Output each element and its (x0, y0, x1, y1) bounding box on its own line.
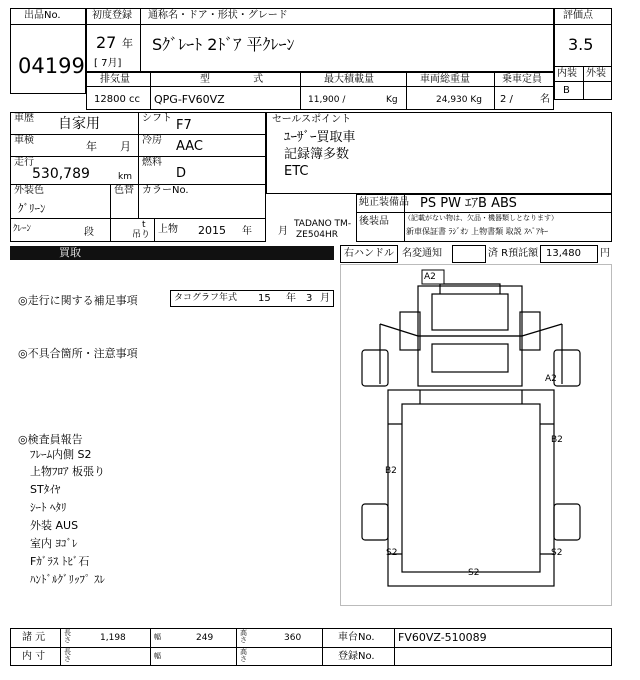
first-registration-year: 27 (96, 33, 117, 52)
height-label: 高さ (240, 629, 247, 644)
score-value: 3.5 (568, 35, 594, 54)
height-value: 360 (284, 633, 302, 643)
capacity-value: 2 / (500, 94, 513, 105)
sales-point-line-2: 記録簿多数 (284, 147, 350, 162)
equipment-month-unit: 月 (278, 226, 288, 237)
interior-grade-label: 内装 (557, 68, 577, 79)
inner-length-label: 長さ (64, 648, 71, 663)
inspector-line: 上物ﾌﾛｱ 板張り (30, 465, 105, 478)
ac-value: AAC (176, 139, 203, 154)
vehicle-name: Sｸﾞﾚｰﾄ 2ﾄﾞｱ 平ｸﾚｰﾝ (152, 35, 295, 54)
inspector-title: ◎検査員報告 (18, 433, 83, 446)
damage-mark: S2 (551, 548, 563, 558)
inspector-line: ﾊﾝﾄﾞﾙｸﾞﾘｯﾌﾟ ｽﾚ (30, 573, 105, 586)
sales-point-label: セールスポイント (272, 114, 352, 125)
lot-number-label: 出品No. (24, 10, 61, 21)
model-label: 型 式 (200, 74, 264, 85)
aftermarket-items: 新車保証書 ﾗｼﾞｵﾝ 上物書類 取説 ｽﾍﾟｱｷｰ (406, 227, 549, 236)
color-change-label: 色替 (114, 185, 134, 196)
mileage-label: 走行 (14, 157, 34, 168)
max-load-value: 11,900 / (308, 95, 346, 105)
vehicle-name-label: 通称名・ドア・形状・グレード (148, 10, 288, 21)
defect-title: ◎不具合箇所・注意事項 (18, 347, 138, 360)
equipment-year-unit: 年 (242, 226, 252, 237)
color-number-label: カラーNo. (142, 185, 189, 196)
shift-label: シフト (142, 113, 172, 124)
score-label: 評価点 (563, 10, 593, 21)
crane-stage: 段 (84, 227, 94, 238)
aftermarket-label: 後装品 (359, 216, 389, 227)
tachograph-year: 15 (258, 293, 271, 304)
inner-width-label: 幅 (154, 652, 161, 660)
kaitori-bar: 買取 (10, 246, 130, 260)
displacement-value: 12800 cc (94, 94, 140, 105)
damage-mark: B2 (385, 466, 397, 476)
recycle-amount: 13,480 (546, 248, 581, 259)
color-value: ｸﾞﾘｰﾝ (18, 202, 46, 215)
equipment-model: ZE504HR (296, 230, 339, 240)
model-value: QPG-FV60VZ (154, 93, 225, 106)
exterior-grade-label: 外装 (586, 68, 606, 79)
tachograph-month-unit: 月 (320, 293, 330, 304)
equipment-year: 2015 (198, 224, 226, 237)
year-unit: 年 (122, 37, 133, 50)
width-label: 幅 (154, 633, 161, 641)
damage-mark: A2 (424, 272, 436, 282)
crane-lift: 吊り (132, 230, 151, 240)
tachograph-month: 3 (306, 293, 313, 304)
displacement-label: 排気量 (100, 74, 130, 85)
inspector-line: ｼｰﾄ ﾍﾀﾘ (30, 501, 67, 514)
inner-dims-label: 内 寸 (22, 651, 46, 662)
first-registration-label: 初度登録 (92, 10, 132, 21)
inspection-month-unit: 月 (120, 140, 131, 153)
tachograph-label: タコグラフ年式 (174, 293, 238, 303)
interior-grade: B (563, 85, 570, 96)
black-bar (130, 246, 334, 260)
inner-height-label: 高さ (240, 648, 247, 663)
name-change-checkbox (452, 245, 486, 263)
ac-label: 冷房 (142, 135, 162, 146)
sales-point-line-1: ﾕｰｻﾞｰ買取車 (284, 130, 356, 145)
genuine-equipment-label: 純正装備品 (359, 197, 409, 208)
equipment-maker: TADANO TM- (294, 219, 352, 229)
inspector-line: ﾌﾚｰﾑ内側 S2 (30, 448, 92, 461)
damage-mark: A2 (545, 374, 557, 384)
history-value: 自家用 (58, 116, 100, 132)
damage-mark: S2 (386, 548, 398, 558)
mileage-unit: km (118, 172, 132, 182)
width-value: 249 (196, 633, 214, 643)
dims-label: 諸 元 (22, 632, 46, 643)
capacity-unit: 名 (540, 94, 550, 105)
inspection-label: 車検 (14, 135, 34, 146)
chassis-label: 車台No. (338, 632, 375, 643)
supplement-title: ◎走行に関する補足事項 (18, 294, 138, 307)
gross-weight-label: 車両総重量 (420, 74, 470, 85)
fuel-value: D (176, 166, 187, 181)
truck-diagram (340, 264, 612, 606)
capacity-label: 乗車定員 (502, 74, 542, 85)
aftermarket-note: （記載がない物は、欠品・機器類しとなります） (404, 214, 558, 222)
name-change-label: 名変通知 (402, 248, 442, 259)
inspector-line: 外装 AUS (30, 519, 79, 532)
yen-unit: 円 (600, 248, 610, 259)
gross-weight-value: 24,930 Kg (436, 95, 482, 105)
history-label: 車歴 (14, 113, 34, 124)
damage-mark: B2 (551, 435, 563, 445)
crane-label: ｸﾚｰﾝ (13, 224, 32, 234)
inspector-line: Fｶﾞﾗｽ ﾄﾋﾞ石 (30, 555, 90, 568)
genuine-equipment: PS PW ｴｱB ABS (420, 196, 517, 211)
tachograph-year-unit: 年 (286, 293, 296, 304)
first-registration-month: [ 7月] (94, 58, 122, 69)
damage-mark: S2 (468, 568, 480, 578)
max-load-label: 最大積載量 (324, 74, 374, 85)
max-load-unit: Kg (386, 95, 398, 105)
inspector-line: 室内 ﾖｺﾞﾚ (30, 537, 78, 550)
equipment-label: 上物 (158, 224, 178, 235)
steering-value: 右ハンドル (344, 248, 394, 259)
sales-point-line-3: ETC (284, 164, 309, 179)
recycle-label: 済 R預託額 (488, 248, 539, 259)
length-label: 長さ (64, 629, 71, 644)
chassis-number: FV60VZ-510089 (398, 631, 487, 644)
lot-number: 04199 (18, 54, 85, 78)
crane-ton: t (142, 220, 146, 230)
fuel-label: 燃料 (142, 157, 162, 168)
inspection-year-unit: 年 (86, 140, 97, 153)
inspector-line: STﾀｲﾔ (30, 483, 61, 496)
shift-value: F7 (176, 118, 192, 133)
length-value: 1,198 (100, 633, 126, 643)
mileage-value: 530,789 (32, 166, 90, 182)
color-label: 外装色 (14, 185, 44, 196)
registration-label: 登録No. (338, 651, 375, 662)
